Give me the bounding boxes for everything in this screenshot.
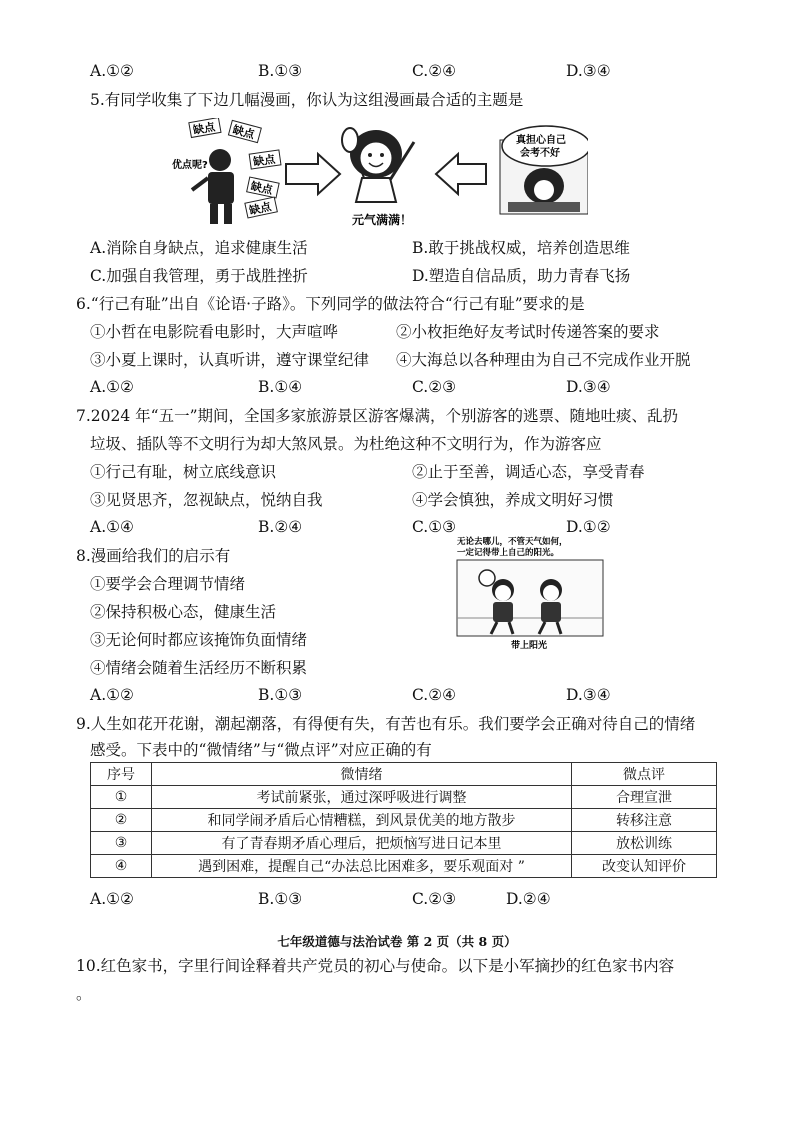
option-c: C.①③	[412, 518, 457, 536]
q9-table	[90, 762, 717, 878]
svg-text:缺点: 缺点	[231, 123, 256, 142]
svg-text:缺点: 缺点	[249, 179, 274, 197]
q8-comic	[455, 534, 605, 652]
col-header-emotion: 微情绪	[152, 763, 572, 786]
q7-options	[90, 518, 730, 538]
option-c: C.②③	[412, 890, 457, 908]
svg-text:会考不好: 会考不好	[520, 148, 560, 159]
svg-text:优点呢?: 优点呢?	[172, 160, 208, 171]
q6-item-3: ③小夏上课时，认真听讲，遵守课堂纪律	[90, 351, 370, 369]
table-row: ④ 遇到困难，提醒自己“办法总比困难多，要乐观面对 ” 改变认知评价	[91, 855, 717, 878]
svg-text:真担心自己: 真担心自己	[516, 135, 566, 146]
q7-item-1: ①行己有耻，树立底线意识	[90, 463, 277, 481]
q8-stem: 8.漫画给我们的启示有	[76, 547, 231, 565]
comic-panel-right	[500, 126, 588, 214]
q8-item-3: ③无论何时都应该掩饰负面情绪	[90, 631, 308, 649]
option-c: C.②④	[412, 686, 457, 704]
option-b: B.①③	[258, 686, 303, 704]
q9-options	[90, 890, 730, 910]
comic-panel-middle	[342, 128, 414, 227]
option-c: C.②③	[412, 378, 457, 396]
q4-options	[90, 62, 730, 82]
q6-item-2: ②小枚拒绝好友考试时传递答案的要求	[396, 323, 660, 341]
svg-text:缺点: 缺点	[248, 200, 273, 218]
q10-stem-line2: 。	[76, 985, 92, 1003]
q7-stem-line1: 7.2024 年“五一”期间，全国多家旅游景区游客爆满，个别游客的逃票、随地吐痰、乱扔	[76, 407, 679, 425]
table-row: ① 考试前紧张，通过深呼吸进行调整 合理宣泄	[91, 786, 717, 809]
q8-options	[90, 686, 730, 706]
table-row: ③ 有了青春期矛盾心理后，把烦恼写进日记本里 放松训练	[91, 832, 717, 855]
option-d: D.③④	[566, 686, 611, 704]
option-a: A.①④	[90, 518, 134, 536]
col-header-index: 序号	[91, 763, 152, 786]
svg-text:带上阳光: 带上阳光	[511, 641, 548, 651]
option-d: D.③④	[566, 378, 611, 396]
q5-option-a: A.消除自身缺点，追求健康生活	[90, 239, 308, 257]
q5-stem: 5.有同学收集了下边几幅漫画，你认为这组漫画最合适的主题是	[90, 91, 524, 109]
option-b: B.①③	[258, 890, 303, 908]
option-c: C.②④	[412, 62, 457, 80]
svg-text:缺点: 缺点	[192, 120, 217, 137]
q10-stem-line1: 10.红色家书，字里行间诠释着共产党员的初心与使命。以下是小军摘抄的红色家书内容	[76, 957, 675, 975]
option-a: A.①②	[90, 62, 134, 80]
q7-item-2: ②止于至善，调适心态，享受青春	[412, 463, 645, 481]
page-footer: 七年级道德与法治试卷 第 2 页（共 8 页）	[277, 934, 517, 949]
q6-item-1: ①小哲在电影院看电影时，大声喧哗	[90, 323, 339, 341]
comic-panel-left	[172, 118, 281, 224]
option-a: A.①②	[90, 378, 134, 396]
q9-stem-line1: 9.人生如花开花谢，潮起潮落，有得便有失，有苦也有乐。我们要学会正确对待自己的情绪	[76, 715, 696, 733]
option-a: A.①②	[90, 890, 134, 908]
sun-icon	[479, 570, 495, 586]
q6-item-4: ④大海总以各种理由为自己不完成作业开脱	[396, 351, 691, 369]
q7-item-4: ④学会慎独，养成文明好习惯	[412, 491, 614, 509]
q6-options	[90, 378, 730, 398]
q5-option-d: D.塑造自信品质，助力青春飞扬	[412, 267, 631, 285]
q8-item-2: ②保持积极心态，健康生活	[90, 603, 277, 621]
option-b: B.②④	[258, 518, 303, 536]
option-d: D.③④	[566, 62, 611, 80]
option-b: B.①④	[258, 378, 303, 396]
col-header-comment: 微点评	[572, 763, 717, 786]
arrow-left-icon	[436, 154, 486, 194]
table-row: ② 和同学闹矛盾后心情糟糕，到风景优美的地方散步 转移注意	[91, 809, 717, 832]
option-d: D.①②	[566, 518, 611, 536]
q5-option-c: C.加强自我管理，勇于战胜挫折	[90, 267, 308, 285]
table-header-row	[91, 763, 717, 786]
svg-text:无论去哪儿，不管天气如何，: 无论去哪儿，不管天气如何，	[457, 537, 568, 547]
svg-text:缺点: 缺点	[252, 152, 277, 169]
option-b: B.①③	[258, 62, 303, 80]
arrow-right-icon	[286, 154, 340, 194]
q7-item-3: ③见贤思齐，忽视缺点，悦纳自我	[90, 491, 323, 509]
q8-item-1: ①要学会合理调节情绪	[90, 575, 246, 593]
q5-option-b: B.敢于挑战权威，培养创造思维	[412, 239, 630, 257]
q8-item-4: ④情绪会随着生活经历不断积累	[90, 659, 308, 677]
svg-text:一定记得带上自己的阳光。: 一定记得带上自己的阳光。	[457, 548, 560, 558]
q5-comic-strip	[168, 118, 588, 230]
q9-stem-line2: 感受。下表中的“微情绪”与“微点评”对应正确的有	[90, 741, 432, 759]
q6-stem: 6.“行己有耻”出自《论语·子路》。下列同学的做法符合“行己有耻”要求的是	[76, 295, 585, 313]
q7-stem-line2: 垃圾、插队等不文明行为却大煞风景。为杜绝这种不文明行为，作为游客应	[90, 435, 602, 453]
option-d: D.②④	[506, 890, 551, 908]
svg-text:元气满满！: 元气满满！	[352, 213, 413, 227]
option-a: A.①②	[90, 686, 134, 704]
